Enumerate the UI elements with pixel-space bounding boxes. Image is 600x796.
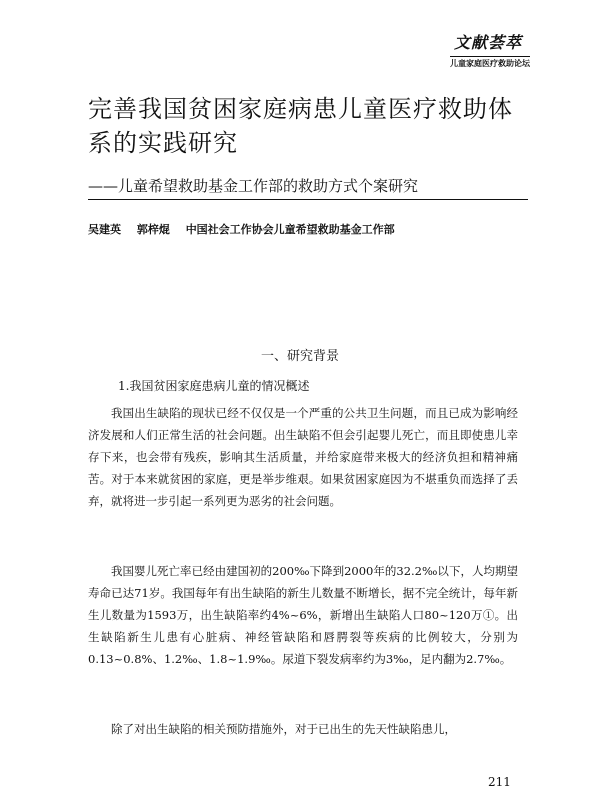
subsection-heading: 1.我国贫困家庭患病儿童的情况概述 — [118, 379, 310, 393]
author-name: 吴建英 — [88, 223, 121, 236]
section-heading: 一、研究背景 — [260, 349, 339, 364]
article-title: 完善我国贫困家庭病患儿童医疗救助体系的实践研究 — [88, 95, 513, 157]
title-divider — [88, 199, 528, 200]
body-paragraph: 我国婴儿死亡率已经由建国初的200‰下降到2000年的32.2‰以下，人均期望寿命已达71岁。我国每年有出生缺陷的新生儿数量不断增长，据不完全统计，每年新生儿数量为1593万，出生缺陷率约4%~6%，新增出生缺陷人口80~120万①。出生缺陷新生儿患有心脏病、神经管缺陷和唇腭裂等疾病的比例较大，分别为0.13~0.8%、1.2‰、1.8~1.9‰。尿道下裂发病率约为3‰，足内翻为2.7‰。 — [88, 564, 518, 666]
author-name: 郭梓焜 — [136, 223, 170, 236]
logo-subtitle: 儿童家庭医疗救助论坛 — [450, 56, 530, 69]
author-line — [88, 221, 407, 237]
logo-calligraphy: 文献荟萃 — [453, 33, 522, 52]
body-paragraph: 我国出生缺陷的现状已经不仅仅是一个严重的公共卫生问题，而且已成为影响经济发展和人们正常生活的社会问题。出生缺陷不但会引起婴儿死亡，而且即使患儿幸存下来，也会带有残疾，影响其生活质量，并给家庭带来极大的经济负担和精神痛苦。对于本来就贫困的家庭，更是举步维艰。如果贫困家庭因为不堪重负而选择了丢弃，就将进一步引起一系列更为恶劣的社会问题。 — [88, 406, 518, 508]
body-paragraph: 除了对出生缺陷的相关预防措施外，对于已出生的先天性缺陷患儿， — [111, 722, 456, 736]
author-affiliation: 中国社会工作协会儿童希望救助基金工作部 — [185, 223, 395, 236]
article-subtitle: ——儿童希望救助基金工作部的救助方式个案研究 — [88, 177, 419, 195]
journal-logo — [440, 30, 530, 70]
page-number: 211 — [488, 775, 511, 789]
